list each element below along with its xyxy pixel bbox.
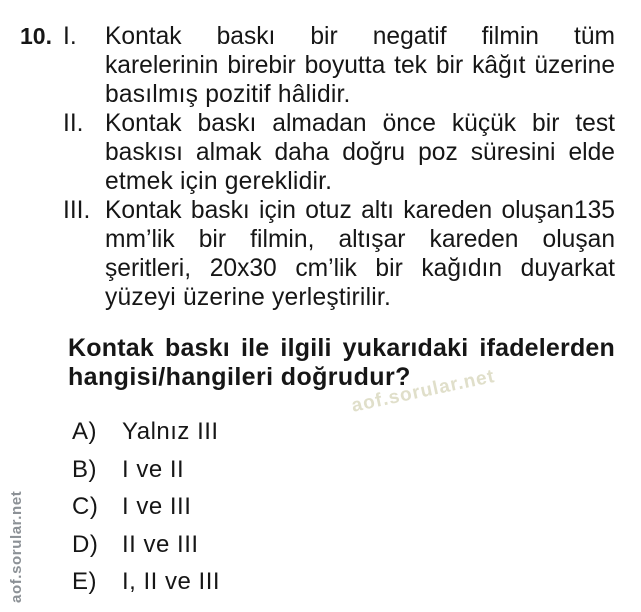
option-letter: D) bbox=[72, 530, 99, 558]
option-row-b bbox=[72, 456, 492, 483]
statement-label: II. bbox=[63, 110, 84, 137]
statement-line: Kontak baskı bir negatif filmin tüm bbox=[105, 23, 615, 50]
statement-line: basılmış pozitif hâlidir. bbox=[105, 81, 351, 108]
option-text: I ve III bbox=[122, 493, 192, 520]
statement-line: şeritleri, 20x30 cm’lik bir kağıdın duyarkat bbox=[105, 255, 615, 282]
statement-list bbox=[63, 22, 615, 312]
option-letter: C) bbox=[72, 493, 99, 520]
question-number: 10. bbox=[20, 23, 52, 49]
option-text: I ve II bbox=[122, 455, 185, 483]
option-letter: A) bbox=[72, 418, 97, 445]
option-letter: E) bbox=[72, 568, 97, 595]
watermark-side: aof.sorular.net bbox=[8, 490, 25, 603]
statement-text bbox=[105, 196, 615, 312]
option-row-a bbox=[72, 418, 492, 445]
statement-line: etmek için gereklidir. bbox=[105, 168, 333, 195]
statement-label: I. bbox=[63, 23, 77, 50]
statement-line: Kontak baskı için otuz altı kareden oluşan135 bbox=[105, 197, 615, 224]
option-text: I, II ve III bbox=[122, 568, 221, 595]
stem-line: Kontak baskı ile ilgili yukarıdaki ifadelerden bbox=[68, 334, 615, 362]
option-text: II ve III bbox=[122, 530, 199, 558]
statement-item-3 bbox=[63, 196, 615, 312]
statement-line: mm’lik bir filmin, altışar kareden oluşan bbox=[105, 226, 615, 253]
statement-line: yüzeyi üzerine yerleştirilir. bbox=[105, 284, 391, 311]
statement-label: III. bbox=[63, 197, 91, 224]
stem-line: hangisi/hangileri doğrudur? bbox=[68, 363, 411, 391]
option-row-d bbox=[72, 531, 492, 558]
statement-line: baskısı almak daha doğru poz süresini elde bbox=[105, 139, 615, 166]
question-stem bbox=[68, 334, 615, 392]
statement-text bbox=[105, 109, 615, 196]
statement-item-2 bbox=[63, 109, 615, 196]
option-row-e bbox=[72, 568, 492, 595]
statement-line: Kontak baskı almadan önce küçük bir test bbox=[105, 110, 615, 137]
option-letter: B) bbox=[72, 455, 97, 483]
statement-text bbox=[105, 22, 615, 109]
option-text: Yalnız III bbox=[122, 418, 219, 445]
watermark-diagonal: aof.sorular.net bbox=[349, 365, 497, 417]
statement-item-1 bbox=[63, 22, 615, 109]
answer-options bbox=[72, 418, 492, 606]
statement-line: karelerinin birebir boyutta tek bir kâğıt üzerine bbox=[105, 52, 615, 79]
option-row-c bbox=[72, 493, 492, 520]
